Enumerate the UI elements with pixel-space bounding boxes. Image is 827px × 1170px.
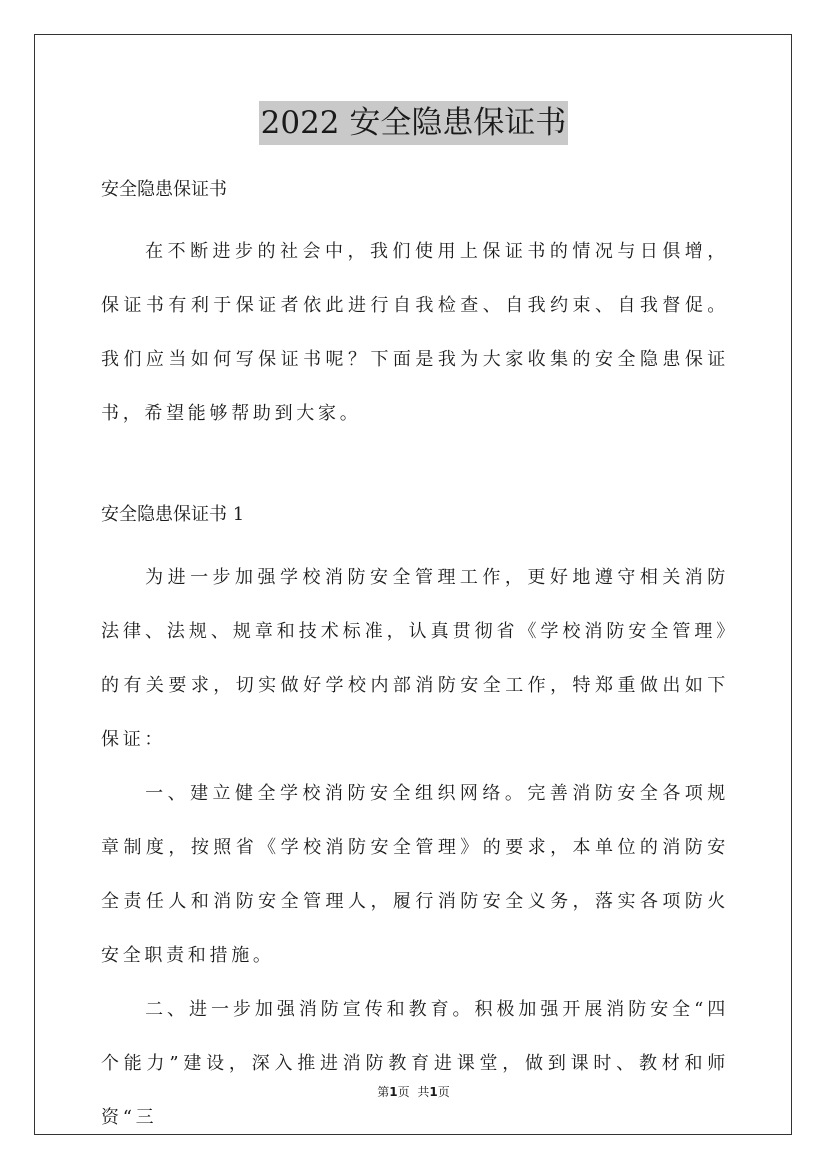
footer-page-prefix: 第 — [377, 1085, 390, 1099]
footer-total-prefix: 共 — [417, 1085, 430, 1099]
intro-heading: 安全隐患保证书 — [101, 179, 227, 200]
intro-paragraph: 在不断进步的社会中，我们使用上保证书的情况与日俱增，保证书有利于保证者依此进行自我检查、自我约束、自我督促。我们应当如何写保证书呢？下面是我为大家收集的安全隐患保证书，希望能够帮助到大家。 — [101, 241, 729, 424]
document-body — [101, 176, 729, 1145]
section1-paragraph-3: 二、进一步加强消防宣传和教育。积极加强开展消防安全“四个能力”建设，深入推进消防教育进课堂，做到课时、教材和师资“三 — [101, 999, 729, 1128]
footer-page-number: 1 — [389, 1085, 398, 1099]
footer-page-suffix: 页 — [397, 1085, 410, 1099]
footer-total-suffix: 页 — [437, 1085, 450, 1099]
section1-paragraph-2: 一、建立健全学校消防安全组织网络。完善消防安全各项规章制度，按照省《学校消防安全管理》的要求，本单位的消防安全责任人和消防安全管理人，履行消防安全义务，落实各项防火安全职责和措施。 — [101, 783, 729, 966]
footer-total-number: 1 — [429, 1085, 438, 1099]
section1-paragraph-1: 为进一步加强学校消防安全管理工作，更好地遵守相关消防法律、法规、规章和技术标准，认真贯彻省《学校消防安全管理》的有关要求，切实做好学校内部消防安全工作，特郑重做出如下保证： — [101, 567, 729, 750]
document-title-wrap — [0, 101, 827, 145]
document-title: 2022 安全隐患保证书 — [259, 101, 569, 145]
section1-heading: 安全隐患保证书 1 — [101, 504, 245, 525]
page-footer — [0, 1084, 827, 1100]
